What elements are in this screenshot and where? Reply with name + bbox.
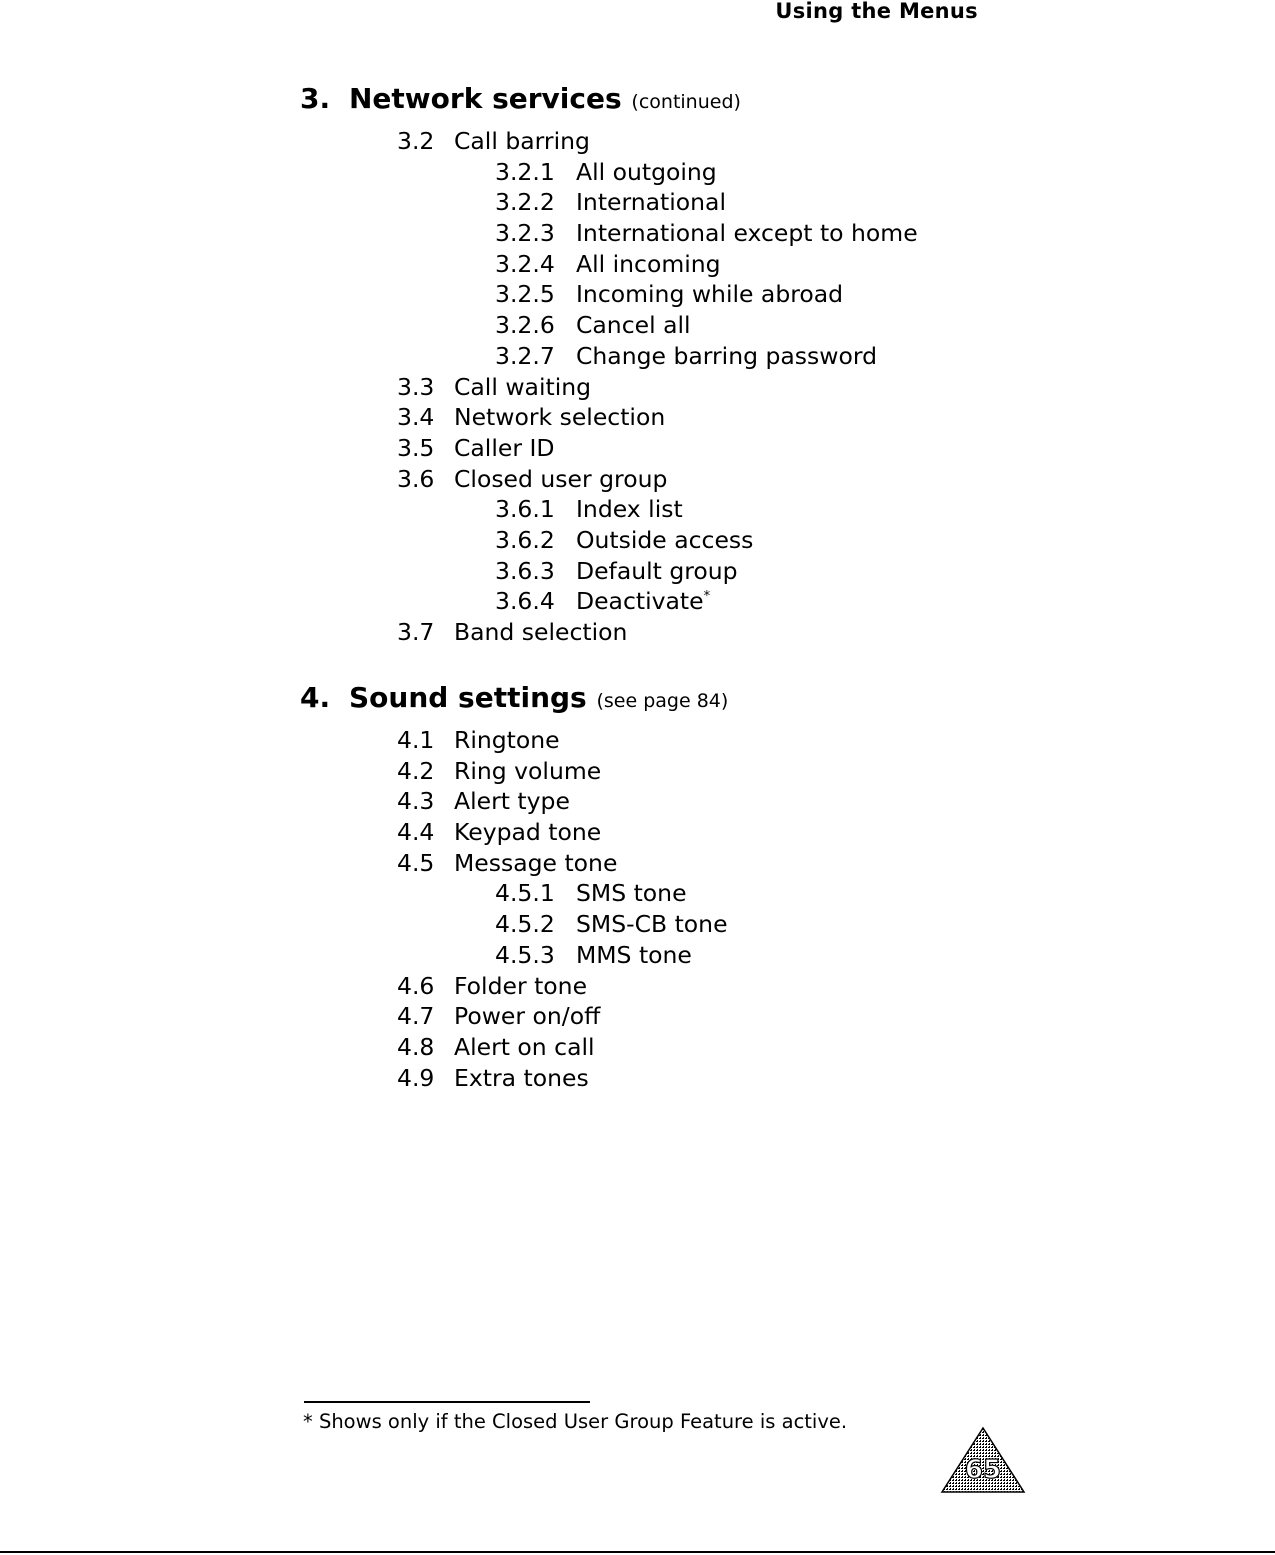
item-label: Alert on call bbox=[454, 1032, 595, 1061]
item-number: 3.6.3 bbox=[495, 556, 555, 585]
item-number: 3.2.5 bbox=[495, 280, 555, 309]
section-note: (see page 84) bbox=[596, 690, 729, 712]
menu-item bbox=[300, 187, 918, 218]
menu-item bbox=[300, 157, 918, 188]
menu-item bbox=[300, 126, 918, 157]
item-number: 3.2.2 bbox=[495, 188, 555, 217]
item-number: 3.2.6 bbox=[495, 311, 555, 340]
menu-item bbox=[300, 556, 918, 587]
item-label: Band selection bbox=[454, 618, 628, 646]
item-number: 4.5.1 bbox=[495, 879, 555, 908]
menu-item bbox=[300, 909, 728, 940]
item-label: SMS-CB tone bbox=[576, 910, 728, 939]
menu-item bbox=[300, 725, 728, 756]
item-label: Power on/off bbox=[454, 1002, 601, 1031]
menu-item bbox=[300, 786, 728, 817]
menu-item bbox=[300, 464, 918, 495]
item-label: International bbox=[576, 188, 726, 217]
item-label: Call waiting bbox=[454, 372, 592, 401]
item-number: 4.6 bbox=[397, 971, 435, 1000]
item-number: 3.6 bbox=[397, 464, 435, 493]
item-number: 3.2.4 bbox=[495, 249, 555, 278]
menu-item bbox=[300, 756, 728, 787]
item-label: Outside access bbox=[576, 525, 754, 554]
item-label: Alert type bbox=[454, 787, 570, 816]
item-number: 4.1 bbox=[397, 726, 435, 754]
item-label: Change barring password bbox=[576, 341, 878, 370]
item-label: Index list bbox=[576, 495, 683, 524]
item-label: Caller ID bbox=[454, 433, 555, 462]
item-number: 3.4 bbox=[397, 403, 435, 432]
footnote: * Shows only if the Closed User Group Feature is active. bbox=[303, 1410, 848, 1433]
section-heading bbox=[300, 681, 728, 725]
menu-item bbox=[300, 218, 918, 249]
item-label: Call barring bbox=[454, 127, 590, 155]
item-number: 3.2 bbox=[397, 127, 435, 155]
section-number: 4. bbox=[300, 681, 331, 714]
item-label: Folder tone bbox=[454, 971, 588, 1000]
running-header: Using the Menus bbox=[775, 0, 978, 23]
item-number: 4.7 bbox=[397, 1002, 435, 1031]
section-network-services bbox=[300, 82, 918, 648]
footnote-divider bbox=[304, 1401, 590, 1403]
item-label: Network selection bbox=[454, 403, 666, 432]
item-label: Incoming while abroad bbox=[576, 280, 844, 309]
item-number: 4.8 bbox=[397, 1032, 435, 1061]
menu-item bbox=[300, 372, 918, 403]
item-number: 4.5 bbox=[397, 848, 435, 877]
item-label: All incoming bbox=[576, 249, 721, 278]
section-heading bbox=[300, 82, 918, 126]
menu-item bbox=[300, 525, 918, 556]
item-label: Message tone bbox=[454, 848, 618, 877]
item-number: 3.2.3 bbox=[495, 219, 555, 248]
item-label: Closed user group bbox=[454, 464, 668, 493]
menu-item bbox=[300, 341, 918, 372]
item-label: International except to home bbox=[576, 219, 918, 248]
item-number: 3.6.2 bbox=[495, 525, 555, 554]
page-number-badge bbox=[940, 1426, 1026, 1494]
item-number: 4.3 bbox=[397, 787, 435, 816]
item-number: 4.2 bbox=[397, 756, 435, 785]
menu-item bbox=[300, 940, 728, 971]
item-label: Keypad tone bbox=[454, 818, 602, 847]
section-title: Network services bbox=[349, 82, 622, 115]
menu-item bbox=[300, 971, 728, 1002]
menu-item bbox=[300, 494, 918, 525]
menu-item bbox=[300, 586, 918, 617]
menu-item bbox=[300, 249, 918, 280]
item-label: MMS tone bbox=[576, 940, 692, 969]
menu-item bbox=[300, 817, 728, 848]
page-number: 65 bbox=[964, 1455, 1002, 1485]
menu-item bbox=[300, 310, 918, 341]
item-number: 3.2.1 bbox=[495, 157, 555, 186]
item-label: Extra tones bbox=[454, 1063, 589, 1092]
section-note: (continued) bbox=[631, 91, 741, 113]
item-label: SMS tone bbox=[576, 879, 687, 908]
menu-list bbox=[300, 725, 728, 1093]
item-label: Deactivate bbox=[576, 587, 704, 616]
item-number: 3.6.4 bbox=[495, 587, 555, 616]
section-title: Sound settings bbox=[349, 681, 587, 714]
menu-item bbox=[300, 848, 728, 879]
item-number: 3.3 bbox=[397, 372, 435, 401]
item-number: 4.5.3 bbox=[495, 940, 555, 969]
menu-item bbox=[300, 1001, 728, 1032]
item-label: Cancel all bbox=[576, 311, 691, 340]
menu-item bbox=[300, 1032, 728, 1063]
item-label: Ringtone bbox=[454, 726, 560, 754]
footnote-marker: * bbox=[703, 589, 711, 605]
item-number: 4.5.2 bbox=[495, 910, 555, 939]
menu-item bbox=[300, 279, 918, 310]
item-number: 3.5 bbox=[397, 433, 435, 462]
item-number: 3.2.7 bbox=[495, 341, 555, 370]
item-number: 4.9 bbox=[397, 1063, 435, 1092]
item-label: Ring volume bbox=[454, 756, 602, 785]
item-label: All outgoing bbox=[576, 157, 717, 186]
menu-item bbox=[300, 433, 918, 464]
section-number: 3. bbox=[300, 82, 331, 115]
section-sound-settings bbox=[300, 681, 728, 1093]
page-bottom-rule bbox=[0, 1551, 1275, 1553]
item-label: Default group bbox=[576, 556, 738, 585]
item-number: 3.6.1 bbox=[495, 495, 555, 524]
item-number: 4.4 bbox=[397, 818, 435, 847]
menu-list bbox=[300, 126, 918, 648]
menu-item bbox=[300, 878, 728, 909]
menu-item bbox=[300, 402, 918, 433]
item-number: 3.7 bbox=[397, 618, 435, 646]
menu-item bbox=[300, 1063, 728, 1094]
menu-item bbox=[300, 617, 918, 648]
